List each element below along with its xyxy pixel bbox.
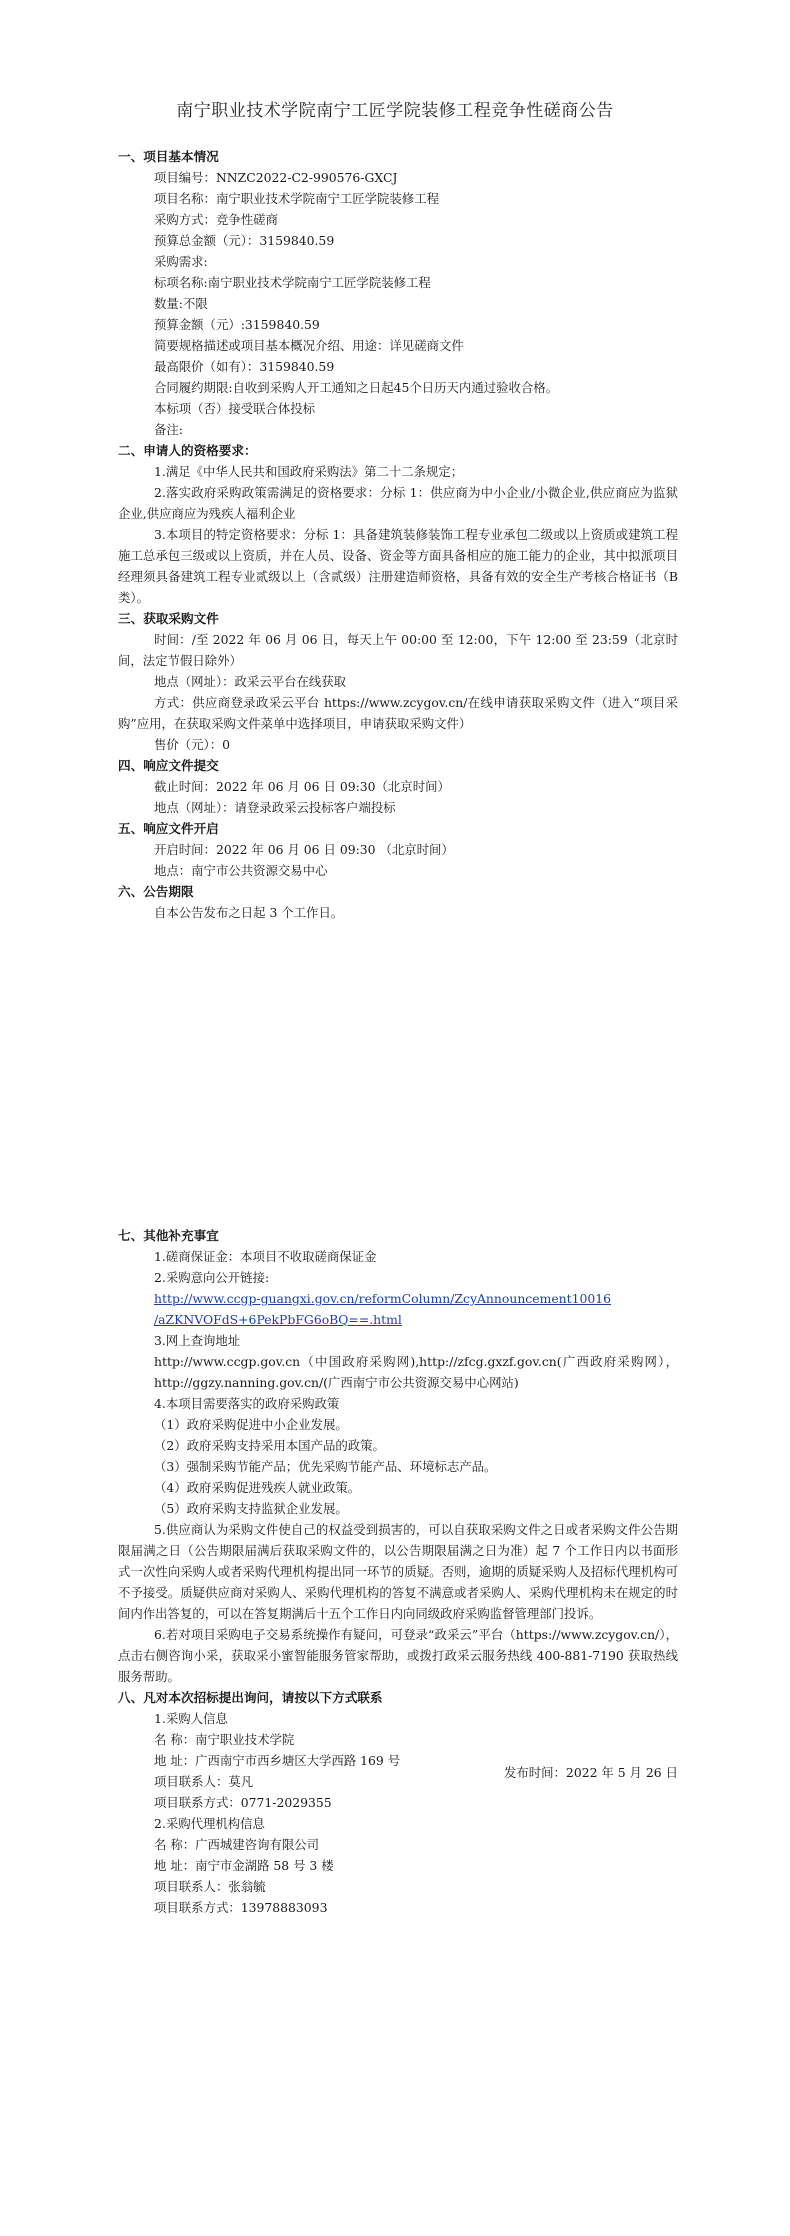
info-line: 合同履约期限:自收到采购人开工通知之日起45个日历天内通过验收合格。 — [154, 380, 559, 395]
contact-line: 2.采购代理机构信息 — [154, 1816, 265, 1831]
info-line: 采购方式：竞争性磋商 — [154, 212, 278, 227]
contact-line: 1.采购人信息 — [154, 1711, 228, 1726]
paragraph: 6.若对项目采购电子交易系统操作有疑问，可登录“政采云”平台（https://www.zcygov.cn/），点击右侧咨询小采，获取采小蜜智能服务管家帮助，或拨打政采云服务热线 400-881-7190 获取热线服务帮助。 — [118, 1627, 678, 1684]
section-heading: 八、凡对本次招标提出询问，请按以下方式联系 — [118, 1690, 383, 1705]
section-heading: 二、申请人的资格要求： — [118, 443, 257, 458]
info-line: 预算金额（元）:3159840.59 — [154, 317, 320, 332]
section-heading: 三、获取采购文件 — [118, 611, 219, 626]
policy-item: （2）政府采购支持采用本国产品的政策。 — [154, 1438, 385, 1453]
info-line: 地点（网址）：请登录政采云投标客户端投标 — [154, 800, 396, 815]
paragraph: 售价（元）：0 — [154, 737, 231, 752]
contact-line: 地 址：南宁市金湖路 58 号 3 楼 — [154, 1858, 334, 1873]
info-line: 截止时间：2022 年 06 月 06 日 09:30（北京时间） — [154, 779, 450, 794]
section-heading: 一、项目基本情况 — [118, 149, 219, 164]
info-line: 预算总金额（元）：3159840.59 — [154, 233, 335, 248]
info-line: 项目名称：南宁职业技术学院南宁工匠学院装修工程 — [154, 191, 439, 206]
info-line: 最高限价（如有）：3159840.59 — [154, 359, 335, 374]
info-line: 地点：南宁市公共资源交易中心 — [154, 863, 328, 878]
info-line: 项目编号：NNZC2022-C2-990576-GXCJ — [154, 170, 398, 185]
info-line: 2.采购意向公开链接: — [154, 1270, 270, 1285]
procurement-intent-link[interactable]: http://www.ccgp-guangxi.gov.cn/reformColumn/ZcyAnnouncement10016 — [154, 1291, 612, 1306]
info-line: 本标项（否）接受联合体投标 — [154, 401, 316, 416]
section-heading: 四、响应文件提交 — [118, 758, 219, 773]
info-line: 自本公告发布之日起 3 个工作日。 — [154, 905, 344, 920]
section-heading: 七、其他补充事宜 — [118, 1228, 219, 1243]
contact-line: 项目联系方式：0771-2029355 — [154, 1795, 332, 1810]
info-line: 开启时间：2022 年 06 月 06 日 09:30 （北京时间） — [154, 842, 454, 857]
query-urls: http://www.ccgp.gov.cn（中国政府采购网),http://zfcg.gxzf.gov.cn(广西政府采购网），http://ggzy.nanning.gov.cn/(广西南宁市公共资源交易中心网站) — [154, 1354, 678, 1390]
section-heading: 五、响应文件开启 — [118, 821, 219, 836]
contact-line: 项目联系方式：13978883093 — [154, 1900, 328, 1915]
paragraph: 1.满足《中华人民共和国政府采购法》第二十二条规定； — [154, 464, 464, 479]
info-line: 3.网上查询地址 — [154, 1333, 241, 1348]
info-line: 数量:不限 — [154, 296, 208, 311]
policy-item: （4）政府采购促进残疾人就业政策。 — [154, 1480, 361, 1495]
contact-line: 名 称：南宁职业技术学院 — [154, 1732, 295, 1747]
paragraph: 3.本项目的特定资格要求：分标 1：具备建筑装修装饰工程专业承包二级或以上资质或建筑工程施工总承包三级或以上资质，并在人员、设备、资金等方面具备相应的施工能力的企业，其中拟派项目经理须具备建筑工程专业贰级以上（含贰级）注册建造师资格，具备有效的安全生产考核合格证书（B类）。 — [118, 527, 678, 605]
info-line: 1.磋商保证金：本项目不收取磋商保证金 — [154, 1249, 377, 1264]
section-heading: 六、公告期限 — [118, 884, 194, 899]
info-line: 4.本项目需要落实的政府采购政策 — [154, 1396, 340, 1411]
contact-line: 项目联系人：张翁毓 — [154, 1879, 266, 1894]
publish-date: 发布时间：2022 年 5 月 26 日 — [503, 1765, 678, 1780]
paragraph: 5.供应商认为采购文件使自己的权益受到损害的，可以自获取采购文件之日或者采购文件公告期限届满之日（公告期限届满后获取采购文件的，以公告期限届满之日为准）起 7 个工作日内以书面形式一次性向采购人或者采购代理机构提出同一环节的质疑。否则，逾期的质疑采购人及招标代理机构可不予接受。质疑供应商对采购人、采购代理机构的答复不满意或者采购人、采购代理机构未在规定的时间内作出答复的，可以在答复期满后十五个工作日内向同级政府采购监督管理部门投诉。 — [118, 1522, 678, 1621]
paragraph: 时间：/至 2022 年 06 月 06 日，每天上午 00:00 至 12:00，下午 12:00 至 23:59（北京时间，法定节假日除外） — [118, 632, 678, 668]
section-other-matters — [118, 1225, 678, 1918]
paragraph: 2.落实政府采购政策需满足的资格要求：分标 1：供应商为中小企业/小微企业,供应商应为监狱企业,供应商应为残疾人福利企业 — [118, 485, 678, 521]
contact-line: 项目联系人：莫凡 — [154, 1774, 254, 1789]
policy-item: （1）政府采购促进中小企业发展。 — [154, 1417, 348, 1432]
info-line: 采购需求: — [154, 254, 208, 269]
info-line: 备注: — [154, 422, 183, 437]
page-title: 南宁职业技术学院南宁工匠学院装修工程竞争性磋商公告 — [176, 101, 614, 121]
info-line: 标项名称:南宁职业技术学院南宁工匠学院装修工程 — [154, 275, 431, 290]
section-project-info — [118, 146, 678, 923]
policy-item: （3）强制采购节能产品；优先采购节能产品、环境标志产品。 — [154, 1459, 497, 1474]
paragraph: 方式：供应商登录政采云平台 https://www.zcygov.cn/在线申请获取采购文件（进入“项目采购”应用，在获取采购文件菜单中选择项目，申请获取采购文件） — [118, 695, 678, 731]
procurement-intent-link-cont[interactable]: /aZKNVOFdS+6PekPbFG6oBQ==.html — [154, 1312, 402, 1327]
contact-line: 地 址：广西南宁市西乡塘区大学西路 169 号 — [154, 1753, 401, 1768]
paragraph: 地点（网址）：政采云平台在线获取 — [154, 674, 347, 689]
contact-line: 名 称：广西城建咨询有限公司 — [154, 1837, 320, 1852]
info-line: 简要规格描述或项目基本概况介绍、用途：详见磋商文件 — [154, 338, 464, 353]
policy-item: （5）政府采购支持监狱企业发展。 — [154, 1501, 348, 1516]
